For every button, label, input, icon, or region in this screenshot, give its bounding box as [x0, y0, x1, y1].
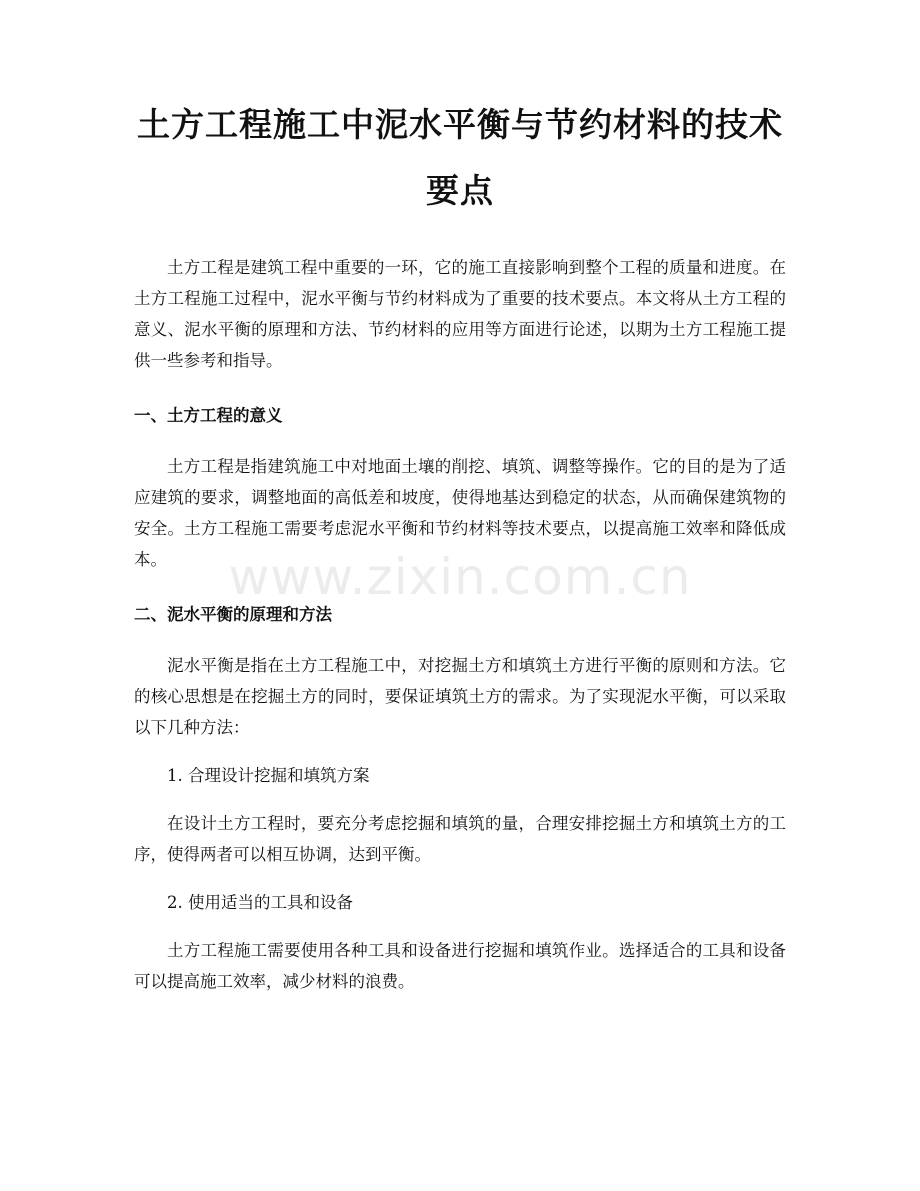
- section-2-heading: 二、泥水平衡的原理和方法: [134, 605, 332, 624]
- intro-paragraph: 土方工程是建筑工程中重要的一环，它的施工直接影响到整个工程的质量和进度。在土方工程施工过程中，泥水平衡与节约材料成为了重要的技术要点。本文将从土方工程的意义、泥水平衡的原理和方法、节约材料的应用等方面进行论述，以期为土方工程施工提供一些参考和指导。: [134, 258, 786, 370]
- section-1-paragraph: 土方工程是指建筑施工中对地面土壤的削挖、填筑、调整等操作。它的目的是为了适应建筑的要求，调整地面的高低差和坡度，使得地基达到稳定的状态，从而确保建筑物的安全。土方工程施工需要考虑泥水平衡和节约材料等技术要点，以提高施工效率和降低成本。: [134, 457, 786, 569]
- list-item-2-body: 土方工程施工需要使用各种工具和设备进行挖掘和填筑作业。选择适合的工具和设备可以提高施工效率，减少材料的浪费。: [134, 941, 786, 991]
- section-1-heading: 一、土方工程的意义: [134, 406, 283, 425]
- list-item-1-body: 在设计土方工程时，要充分考虑挖掘和填筑的量，合理安排挖掘土方和填筑土方的工序，使得两者可以相互协调，达到平衡。: [134, 814, 786, 864]
- list-item-2-label: 2. 使用适当的工具和设备: [167, 893, 353, 912]
- watermark-text: www.zixin.com.cn: [228, 548, 692, 606]
- section-2-paragraph: 泥水平衡是指在土方工程施工中，对挖掘土方和填筑土方进行平衡的原则和方法。它的核心思想是在挖掘土方的同时，要保证填筑土方的需求。为了实现泥水平衡，可以采取以下几种方法：: [134, 656, 786, 737]
- list-item-1-label: 1. 合理设计挖掘和填筑方案: [167, 766, 370, 785]
- document-title: 土方工程施工中泥水平衡与节约材料的技术要点: [137, 105, 783, 210]
